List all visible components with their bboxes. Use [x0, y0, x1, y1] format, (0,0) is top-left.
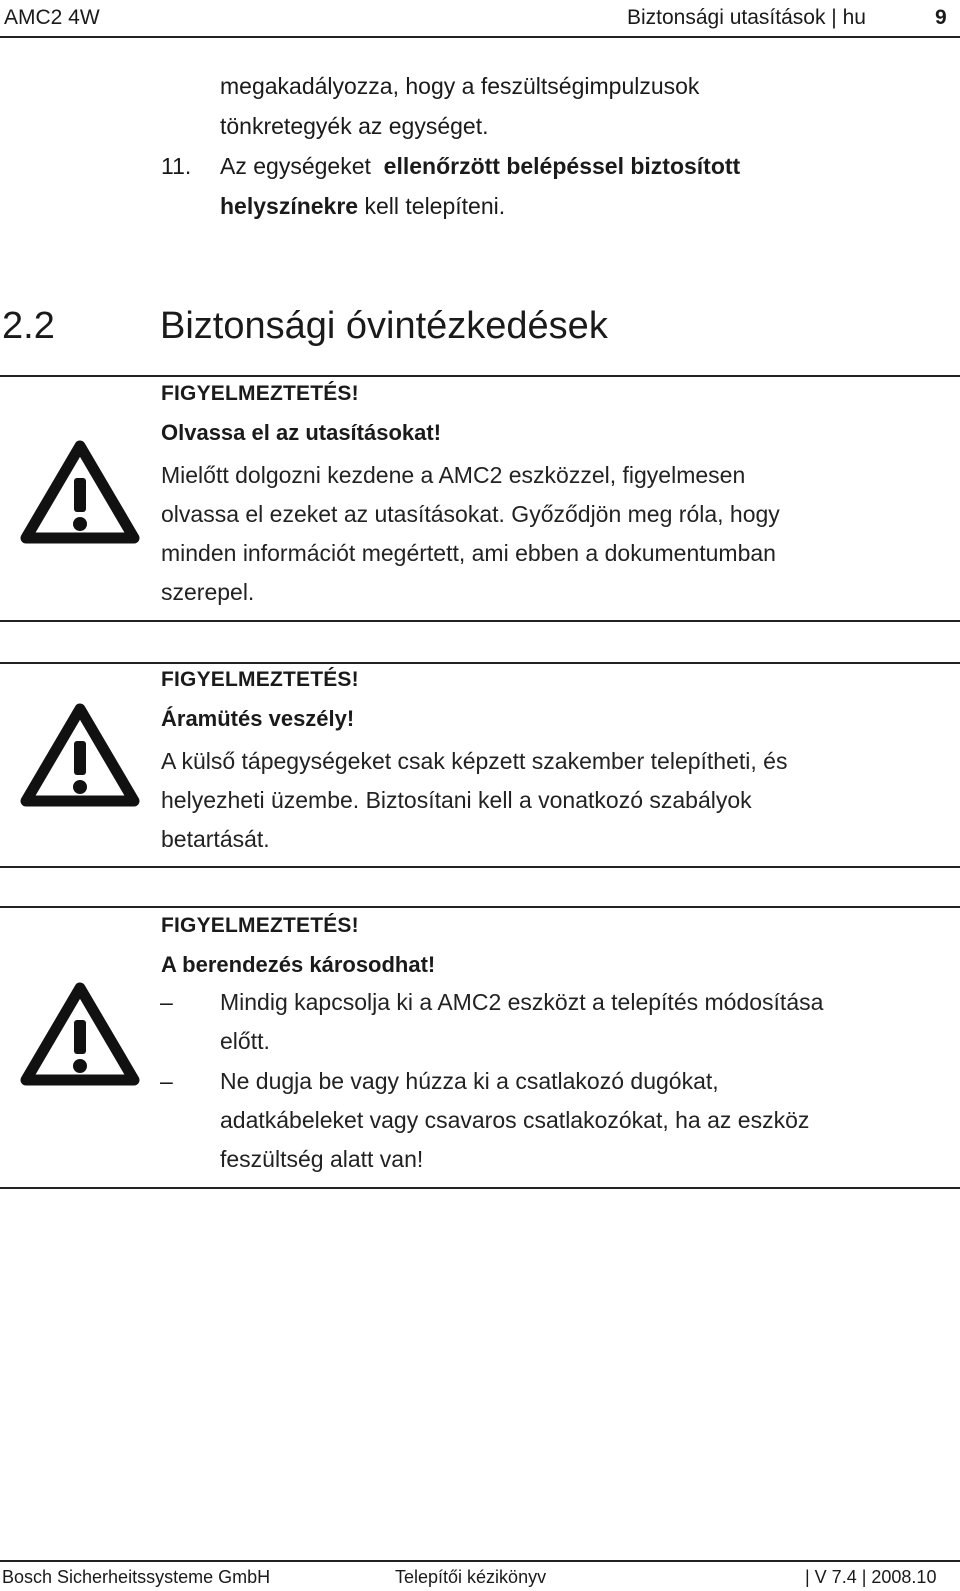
warning-subtitle: A berendezés károsodhat! [161, 952, 436, 977]
bullet-line: Ne dugja be vagy húzza ki a csatlakozó dugókat, [220, 1068, 719, 1094]
footer-version: | V 7.4 | 2008.10 [805, 1567, 937, 1587]
warning-triangle-icon [20, 703, 140, 809]
footer-document: Telepítői kézikönyv [395, 1567, 547, 1587]
warning-triangle-icon [20, 440, 140, 546]
section-title: Biztonsági óvintézkedések [160, 305, 608, 347]
warning-bottom-rule [0, 866, 960, 868]
warning-top-rule [0, 375, 960, 377]
intro-line-2: tönkretegyék az egységet. [220, 113, 489, 139]
list-item-text: Az egységeket [220, 153, 371, 179]
warning-triangle-icon [20, 982, 140, 1088]
warning-subtitle: Áramütés veszély! [161, 706, 355, 731]
warning-line: betartását. [161, 826, 270, 852]
list-item-bold-text: ellenőrzött belépéssel biztosított [383, 153, 741, 179]
bullet-text [220, 1062, 950, 1179]
warning-title: FIGYELMEZTETÉS! [161, 382, 359, 405]
intro-line-1: megakadályozza, hogy a feszültségimpulzusok [220, 73, 700, 99]
header-rule [0, 36, 960, 38]
warning-top-rule [0, 662, 960, 664]
warning-line: Mielőtt dolgozni kezdene a AMC2 eszközzel, figyelmesen [161, 462, 746, 488]
bullet-text [220, 983, 950, 1061]
header-product: AMC2 4W [4, 6, 100, 29]
warning-bottom-rule [0, 620, 960, 622]
warning-line: minden információt megértett, ami ebben a dokumentumban [161, 540, 776, 566]
warning-title: FIGYELMEZTETÉS! [161, 914, 359, 937]
warning-line: A külső tápegységeket csak képzett szakember telepítheti, és [161, 748, 788, 774]
warning-line: helyezheti üzembe. Biztosítani kell a vonatkozó szabályok [161, 787, 752, 813]
header-section: Biztonsági utasítások | hu [627, 6, 866, 29]
bullet-item [160, 983, 950, 1061]
warning-top-rule [0, 906, 960, 908]
warning-subtitle: Olvassa el az utasításokat! [161, 420, 442, 445]
section-number: 2.2 [2, 305, 55, 347]
warning-bottom-rule [0, 1187, 960, 1189]
warning-line: szerepel. [161, 579, 255, 605]
dash-bullet: – [160, 989, 173, 1015]
list-item-bold-text: helyszínekre [220, 193, 359, 219]
bullet-line: adatkábeleket vagy csavaros csatlakozókat, ha az eszköz [220, 1107, 810, 1133]
warning-title: FIGYELMEZTETÉS! [161, 668, 359, 691]
footer-rule [0, 1560, 960, 1562]
list-item-number: 11. [161, 153, 192, 179]
list-item-text: kell telepíteni. [364, 193, 506, 219]
bullet-line: feszültség alatt van! [220, 1146, 424, 1172]
bullet-line: Mindig kapcsolja ki a AMC2 eszközt a telepítés módosítása [220, 989, 824, 1015]
list-item-11-line-1 [220, 146, 740, 186]
list-item-11-line-2 [220, 186, 505, 226]
warning-body [161, 742, 951, 859]
bullet-line: előtt. [220, 1028, 270, 1054]
dash-bullet: – [160, 1068, 173, 1094]
warning-line: olvassa el ezeket az utasításokat. Győződjön meg róla, hogy [161, 501, 780, 527]
bullet-item [160, 1062, 950, 1179]
footer-company: Bosch Sicherheitssysteme GmbH [2, 1567, 271, 1587]
page-number: 9 [935, 6, 947, 29]
warning-body [161, 456, 951, 612]
